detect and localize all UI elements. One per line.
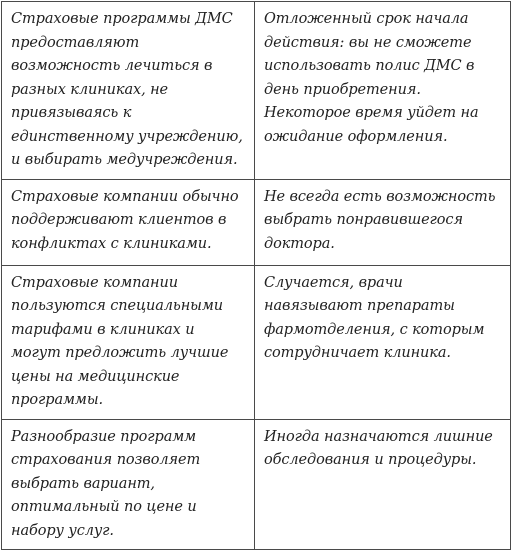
table-body bbox=[2, 2, 511, 550]
table-row bbox=[2, 419, 511, 550]
disadvantage-cell bbox=[255, 2, 511, 180]
advantage-text: Страховые программы ДМС предоставляют возможность лечиться в разных клиниках, не привязываясь к единственному учреждению, и выбирать медучреждения. bbox=[11, 11, 243, 168]
advantage-text: Страховые компании обычно поддерживают клиентов в конфликтах с клиниками. bbox=[11, 188, 239, 252]
advantage-text: Страховые компании пользуются специальными тарифами в клиниках и могут предложить лучшие цены на медицинские программы. bbox=[11, 274, 229, 408]
table-row bbox=[2, 2, 511, 180]
advantage-cell bbox=[2, 179, 255, 265]
table-row bbox=[2, 265, 511, 419]
disadvantage-text: Не всегда есть возможность выбрать понравившегося доктора. bbox=[264, 188, 496, 252]
table-row bbox=[2, 179, 511, 265]
disadvantage-text: Отложенный срок начала действия: вы не сможете использовать полис ДМС в день приобретения. Некоторое время уйдет на ожидание оформления. bbox=[264, 11, 479, 145]
advantage-cell bbox=[2, 265, 255, 419]
advantage-cell bbox=[2, 2, 255, 180]
disadvantage-text: Иногда назначаются лишние обследования и процедуры. bbox=[264, 428, 493, 468]
disadvantage-cell bbox=[255, 265, 511, 419]
disadvantage-text: Случается, врачи навязывают препараты фармотделения, с которым сотрудничает клиника. bbox=[264, 274, 485, 361]
disadvantage-cell bbox=[255, 179, 511, 265]
pros-cons-table bbox=[1, 1, 511, 550]
disadvantage-cell bbox=[255, 419, 511, 550]
advantage-text: Разнообразие программ страхования позволяет выбрать вариант, оптимальный по цене и набору услуг. bbox=[11, 428, 201, 539]
advantage-cell bbox=[2, 419, 255, 550]
